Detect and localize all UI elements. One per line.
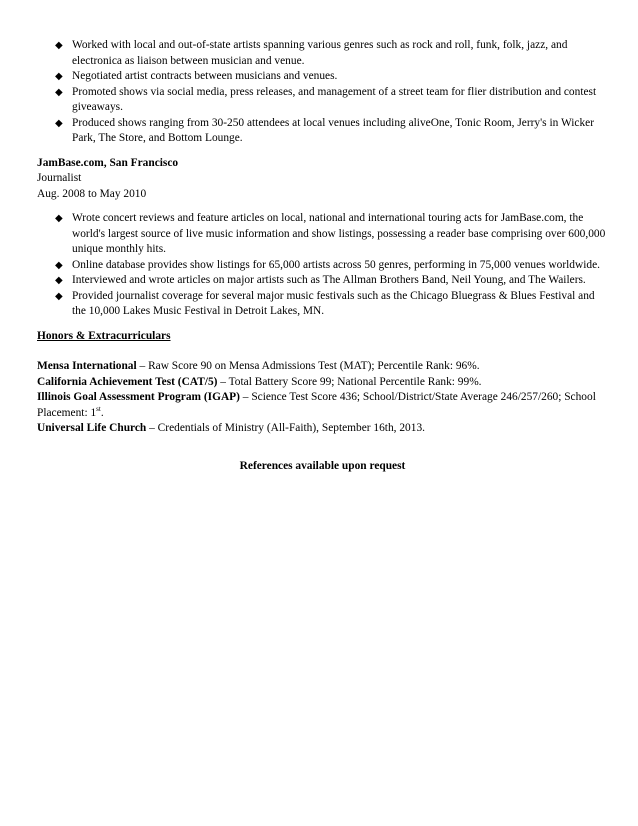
list-item [55, 273, 608, 289]
experience-bullets-job [37, 211, 608, 320]
bullet-text: Negotiated artist contracts between musicians and venues. [72, 70, 338, 82]
job-employer: JamBase.com, San Francisco [37, 156, 179, 169]
honor-tail: . [100, 406, 104, 419]
bullet-text: Interviewed and wrote articles on major artists such as The Allman Brothers Band, Neil Young, and The Wailers. [72, 274, 586, 286]
list-item [55, 38, 608, 69]
list-item [55, 211, 608, 258]
diamond-bullet-icon: ◆ [55, 117, 63, 129]
honor-item [37, 375, 608, 391]
list-item [55, 289, 608, 320]
honor-superscript: st [96, 404, 101, 413]
honors-heading: Honors & Extracurriculars [37, 329, 171, 342]
bullet-text: Worked with local and out-of-state artists spanning various genres such as rock and roll, funk, folk, jazz, and electronica as liaison between musician and venue. [72, 39, 568, 67]
list-item [55, 116, 608, 147]
experience-bullets-top [37, 38, 608, 147]
honor-detail: – Total Battery Score 99; National Percentile Rank: 99%. [217, 375, 482, 388]
diamond-bullet-icon: ◆ [55, 86, 63, 98]
honor-detail: – Credentials of Ministry (All-Faith), September 16th, 2013. [146, 422, 425, 434]
job-title: Journalist [37, 172, 82, 184]
bullet-text: Online database provides show listings for 65,000 artists across 50 genres, performing in 75,000 venues worldwide. [72, 258, 600, 271]
diamond-bullet-icon: ◆ [55, 71, 63, 82]
list-item [55, 69, 608, 85]
list-item [55, 258, 608, 274]
diamond-bullet-icon: ◆ [55, 40, 63, 51]
job-dates: Aug. 2008 to May 2010 [37, 187, 147, 200]
honor-name: Illinois Goal Assessment Program (IGAP) [37, 391, 240, 403]
honor-name: Mensa International [37, 360, 137, 372]
bullet-text: Provided journalist coverage for several major music festivals such as the Chicago Bluegrass & Blues Festival and the 10,000 Lakes Music Festival in Detroit Lakes, MN. [72, 289, 595, 317]
diamond-bullet-icon: ◆ [55, 290, 63, 302]
honor-item [37, 359, 608, 375]
honor-detail: – Science Test Score 436; School/District/State Average 246/257/260; School Placement: 1 [37, 391, 596, 419]
honor-item [37, 390, 608, 421]
job-block [37, 156, 608, 203]
list-item [55, 85, 608, 116]
bullet-text: Produced shows ranging from 30-250 attendees at local venues including aliveOne, Tonic Room, Jerry's in Wicker Park, The Store, and Bottom Lounge. [72, 116, 595, 144]
honor-detail: – Raw Score 90 on Mensa Admissions Test (MAT); Percentile Rank: 96%. [136, 360, 480, 372]
diamond-bullet-icon: ◆ [55, 213, 63, 224]
diamond-bullet-icon: ◆ [55, 259, 63, 271]
diamond-bullet-icon: ◆ [55, 275, 63, 286]
honor-item [37, 421, 608, 437]
honor-name: Universal Life Church [37, 422, 147, 434]
bullet-text: Promoted shows via social media, press releases, and management of a street team for flier distribution and contest giveaways. [72, 85, 597, 113]
references-note: References available upon request [239, 459, 406, 472]
honors-list [37, 359, 608, 437]
bullet-text: Wrote concert reviews and feature articles on local, national and international touring acts for JamBase.com, the world's largest source of live music information and show listings, possessing a reader base comprising over 600,000 unique monthly hits. [72, 212, 606, 255]
honor-name: California Achievement Test (CAT/5) [37, 375, 218, 388]
